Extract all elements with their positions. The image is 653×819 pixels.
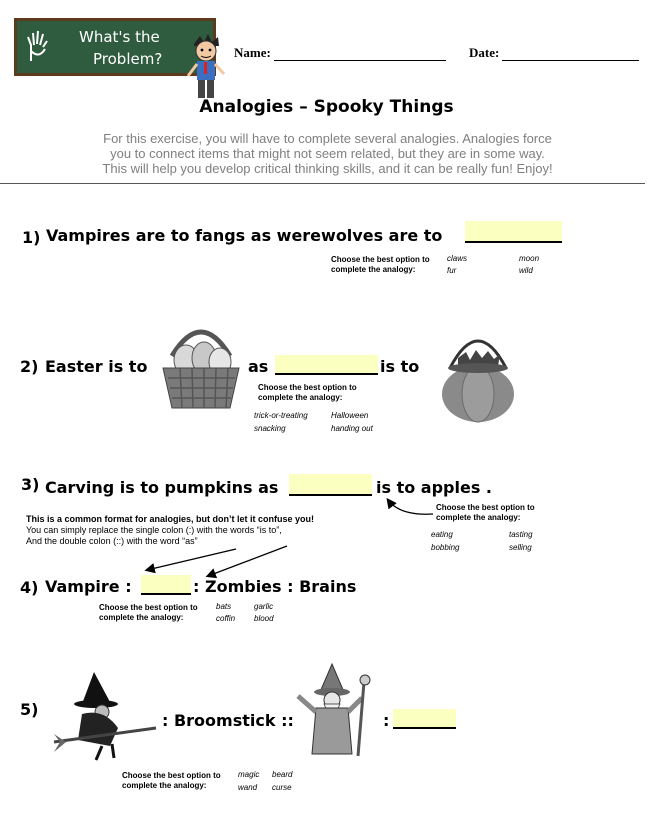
q4-text-part1: Vampire : (45, 577, 132, 596)
q5-text-part1: : Broomstick :: (162, 711, 294, 730)
arrow-single-colon (147, 549, 236, 570)
q5-option: magic (238, 770, 260, 779)
q4-answer-blank[interactable] (141, 575, 191, 595)
q1-number: 1) (22, 228, 41, 247)
q2-option: trick-or-treating (254, 411, 308, 420)
q1-option: wild (519, 266, 533, 275)
q4-text-part2: : Zombies : Brains (193, 577, 357, 596)
q3-choose-prompt: Choose the best option to complete the analogy: (436, 503, 535, 522)
note-line3: And the double colon (::) with the word “as” (26, 536, 198, 546)
intro-line3: This will help you develop critical thinking skills, and it can be really fun! Enjoy! (102, 161, 553, 176)
q4-choose-prompt: Choose the best option to complete the analogy: (99, 603, 198, 622)
q5-answer-blank[interactable] (393, 709, 456, 729)
q4-option: blood (254, 614, 274, 623)
intro-line2: you to connect items that might not seem related, but they are in some way. (110, 146, 545, 161)
note-line2: You can simply replace the single colon (:) with the words “is to”, (26, 525, 282, 535)
witch-on-broom-image (52, 668, 158, 764)
q3-text-part1: Carving is to pumpkins as (45, 478, 279, 497)
q5-text-part2: : (383, 711, 390, 730)
q1-text: Vampires are to fangs as werewolves are to (46, 226, 443, 245)
q2-choose-prompt: Choose the best option to complete the analogy: (258, 383, 357, 402)
q2-option: handing out (331, 424, 373, 433)
q2-text-part2: as (248, 357, 269, 376)
q3-option: bobbing (431, 543, 460, 552)
q1-option: claws (447, 254, 468, 263)
q3-number: 3) (21, 475, 40, 494)
q2-number: 2) (20, 357, 39, 376)
arrow-to-q3 (388, 500, 433, 514)
q4-option: bats (216, 602, 232, 611)
q4-number: 4) (20, 578, 39, 597)
q2-option: Halloween (331, 411, 369, 420)
q3-option: tasting (509, 530, 533, 539)
q2-option: snacking (254, 424, 286, 433)
q1-choose-prompt: Choose the best option to complete the analogy: (331, 255, 430, 274)
q5-choose-prompt: Choose the best option to complete the analogy: (122, 771, 221, 790)
q5-option: beard (272, 770, 293, 779)
logo-line2: Problem? (93, 50, 163, 68)
q5-option: curse (272, 783, 292, 792)
q2-text-part1: Easter is to (45, 357, 148, 376)
wizard-image (292, 662, 376, 758)
q2-text-part3: is to (380, 357, 420, 376)
logo-line1: What's the (79, 28, 160, 46)
q4-option: coffin (216, 614, 236, 623)
worksheet-title: Analogies – Spooky Things (199, 97, 454, 117)
q3-text-part2: is to apples . (376, 478, 492, 497)
q1-option: fur (447, 266, 457, 275)
q1-option: moon (519, 254, 540, 263)
date-label: Date: (469, 45, 500, 60)
arrow-double-colon (208, 546, 287, 576)
q4-option: garlic (254, 602, 274, 611)
intro-line1: For this exercise, you will have to complete several analogies. Analogies force (103, 131, 552, 146)
q5-option: wand (238, 783, 258, 792)
name-label: Name: (234, 45, 271, 60)
q5-number: 5) (20, 700, 39, 719)
q3-option: eating (431, 530, 453, 539)
q3-option: selling (509, 543, 532, 552)
note-line1: This is a common format for analogies, but don’t let it confuse you! (26, 514, 315, 524)
